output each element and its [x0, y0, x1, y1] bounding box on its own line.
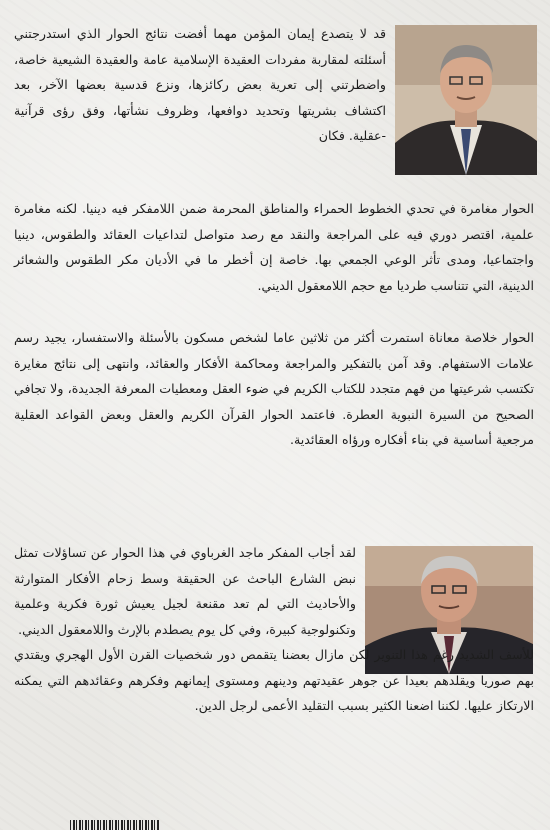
- author-photo-top: [395, 25, 537, 175]
- paragraph-summary: الحوار خلاصة معاناة استمرت أكثر من ثلاثين عاما لشخص مسكون بالأسئلة والاستفسار، يجيد رسم علامات الاستفهام. وقد آمن بالتفكير والمراجعة ومحاكمة الأفكار والعقائد، وانتهى إلى نتائج مغايرة تكتسب شرعيتها من فهم متجدد للكتاب الكريم في ضوء العقل ومعطيات المعرفة الجديدة، ولا تجافي الصحيح من السيرة النبوية العطرة. فاعتمد الحوار القرآن الكريم والعقل وبعض القواعد العقلية مرجعية أساسية في بناء أفكاره ورؤاه العقائدية.: [14, 330, 534, 447]
- paragraph-regret: للأسف الشديد رغم هذا التنوير لكن مازال بعضنا يتقمص دور شخصيات القرن الأول الهجري ويقتدي بهم صوريا ويقلدهم بعيدا عن جوهر عقيدتهم ودينهم ومستوى إيمانهم وفكرهم وعقائدهم التي يمكنه الارتكاز عليها. لكننا اضعنا الكثير بسبب التقليد الأعمى لرجل الدين.: [14, 647, 534, 713]
- paragraph-answers: لقد أجاب المفكر ماجد الغرباوي في هذا الحوار عن تساؤلات تمثل نبض الشارع الباحث عن الحقيقة وسط زحام الأفكار المتوارثة والأحاديث التي لم تعد مقنعة لجيل يعيش ثورة فكرية وعلمية وتكنولوجية كبيرة، وفي كل يوم يصطدم بالإرث واللامعقول الديني.: [14, 545, 356, 637]
- paragraph-intro: قد لا يتصدع إيمان المؤمن مهما أفضت نتائج الحوار الذي استدرجتني أسئلته لمقاربة مفردات العقيدة الإسلامية عامة والعقيدة الشيعية خاصة، واضطرتني إلى تعرية بعض ركائزها، ونزع قدسية بعضها الآخر، بعد اكتشاف بشريتها وتحديد دوافعها، وظروف نشأتها، وفق رؤى قرآنية -عقلية. فكان: [14, 26, 386, 143]
- paragraph-adventure: الحوار مغامرة في تحدي الخطوط الحمراء والمناطق المحرمة ضمن اللامفكر فيه دينيا. لكنه مغامرة علمية، اقتصر دوري فيه على المراجعة والنقد مع رصد متواصل لتداعيات العقائد والطقوس، دينيا واجتماعيا، ومدى تأثر الوعي الجمعي بها. خاصة إن أخطر ما في الأديان مكر الطقوس والشعائر الدينية، التي تتناسب طرديا مع حجم اللامعقول الديني.: [14, 201, 534, 293]
- barcode-strip: [70, 820, 160, 830]
